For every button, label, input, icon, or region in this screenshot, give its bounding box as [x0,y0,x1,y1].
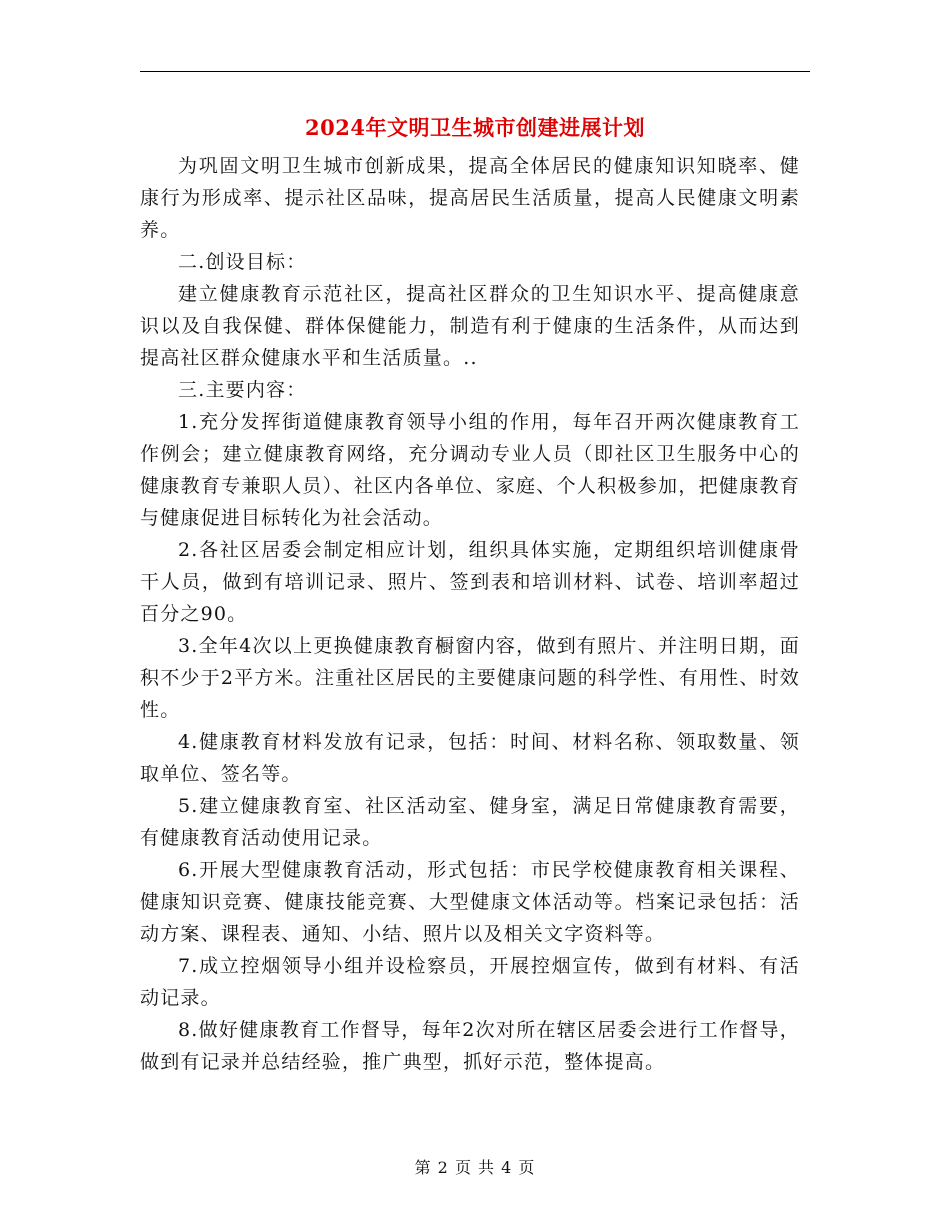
content-item-5: 5.建立健康教育室、社区活动室、健身室，满足日常健康教育需要，有健康教育活动使用记录。 [140,795,800,849]
content-item-4: 4.健康教育材料发放有记录，包括：时间、材料名称、领取数量、领取单位、签名等。 [140,731,800,785]
section-heading-content: 三.主要内容： [178,379,307,401]
header-rule [140,71,810,72]
page-footer: 第 2 页 共 4 页 [414,1158,536,1177]
content-item-1: 1.充分发挥街道健康教育领导小组的作用，每年召开两次健康教育工作例会；建立健康教育网络，充分调动专业人员（即社区卫生服务中心的健康教育专兼职人员）、社区内各单位、家庭、个人积极参加，把健康教育与健康促进目标转化为社会活动。 [140,411,800,529]
document-title: 2024年文明卫生城市创建进展计划 [305,115,645,140]
content-item-7: 7.成立控烟领导小组并设检察员，开展控烟宣传，做到有材料、有活动记录。 [140,955,800,1009]
section-heading-goals: 二.创设目标： [178,251,307,273]
intro-paragraph: 为巩固文明卫生城市创新成果，提高全体居民的健康知识知晓率、健康行为形成率、提示社区品味，提高居民生活质量，提高人民健康文明素养。 [140,155,800,241]
content-item-6: 6.开展大型健康教育活动，形式包括：市民学校健康教育相关课程、健康知识竞赛、健康技能竞赛、大型健康文体活动等。档案记录包括：活动方案、课程表、通知、小结、照片以及相关文字资料等。 [140,859,800,945]
content-item-3: 3.全年4次以上更换健康教育橱窗内容，做到有照片、并注明日期，面积不少于2平方米。注重社区居民的主要健康问题的科学性、有用性、时效性。 [140,635,800,721]
content-item-2: 2.各社区居委会制定相应计划，组织具体实施，定期组织培训健康骨干人员，做到有培训记录、照片、签到表和培训材料、试卷、培训率超过百分之90。 [140,539,800,625]
goals-paragraph: 建立健康教育示范社区，提高社区群众的卫生知识水平、提高健康意识以及自我保健、群体保健能力，制造有利于健康的生活条件，从而达到提高社区群众健康水平和生活质量。.. [140,283,800,369]
document-body [140,150,800,1078]
content-item-8: 8.做好健康教育工作督导，每年2次对所在辖区居委会进行工作督导，做到有记录并总结经验，推广典型，抓好示范，整体提高。 [140,1019,800,1073]
